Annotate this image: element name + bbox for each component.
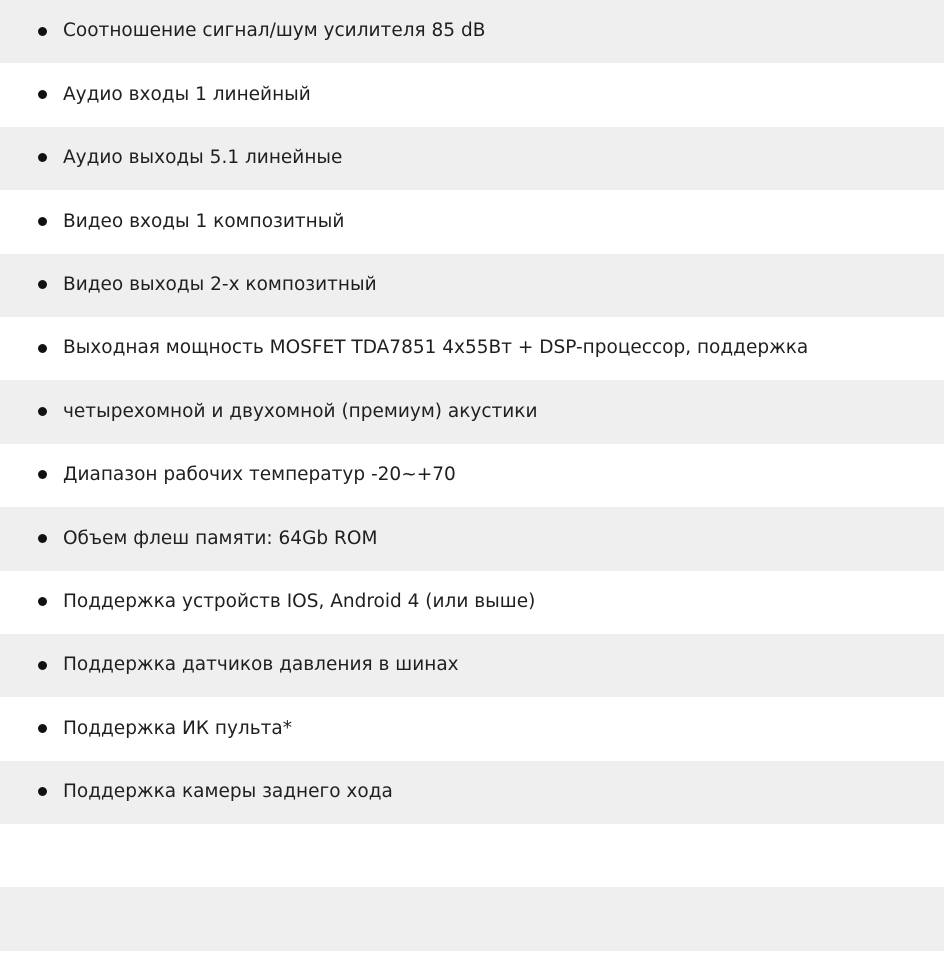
spec-row (0, 507, 944, 570)
bullet-icon (38, 153, 47, 162)
bullet-icon (38, 90, 47, 99)
bullet-icon (38, 27, 47, 36)
bullet-icon (38, 470, 47, 479)
bullet-icon (38, 534, 47, 543)
spec-text: Аудио выходы 5.1 линейные (63, 147, 343, 169)
spec-row (0, 697, 944, 760)
spec-row (0, 571, 944, 634)
bullet-icon (38, 407, 47, 416)
bullet-icon (38, 217, 47, 226)
spec-row (0, 190, 944, 253)
spec-row (0, 634, 944, 697)
spec-text: четырехомной и двухомной (премиум) акустики (63, 400, 538, 422)
spec-row (0, 63, 944, 126)
spec-row (0, 380, 944, 443)
spec-text: Соотношение сигнал/шум усилителя 85 dB (63, 20, 486, 42)
empty-row (0, 887, 944, 950)
spec-text: Видео входы 1 композитный (63, 210, 345, 232)
spec-row (0, 444, 944, 507)
spec-text: Поддержка устройств IOS, Android 4 (или выше) (63, 590, 536, 612)
spec-text: Поддержка камеры заднего хода (63, 781, 393, 803)
bullet-icon (38, 661, 47, 670)
spec-row (0, 0, 944, 63)
spec-row (0, 761, 944, 824)
spec-text: Видео выходы 2-х композитный (63, 274, 377, 295)
spec-text: Диапазон рабочих температур -20~+70 (63, 464, 456, 486)
spec-text: Объем флеш памяти: 64Gb ROM (63, 527, 378, 549)
spec-row (0, 254, 944, 317)
bullet-icon (38, 280, 47, 289)
bullet-icon (38, 724, 47, 733)
spec-text: Поддержка датчиков давления в шинах (63, 654, 459, 676)
spec-text: Выходная мощность MOSFET TDA7851 4x55Вт + DSP-процессор, поддержка (63, 337, 809, 359)
empty-row (0, 824, 944, 887)
spec-row (0, 127, 944, 190)
bullet-icon (38, 597, 47, 606)
spec-text: Аудио входы 1 линейный (63, 83, 311, 105)
bullet-icon (38, 344, 47, 353)
spec-row (0, 317, 944, 380)
spec-text: Поддержка ИК пульта* (63, 717, 292, 739)
bullet-icon (38, 787, 47, 796)
